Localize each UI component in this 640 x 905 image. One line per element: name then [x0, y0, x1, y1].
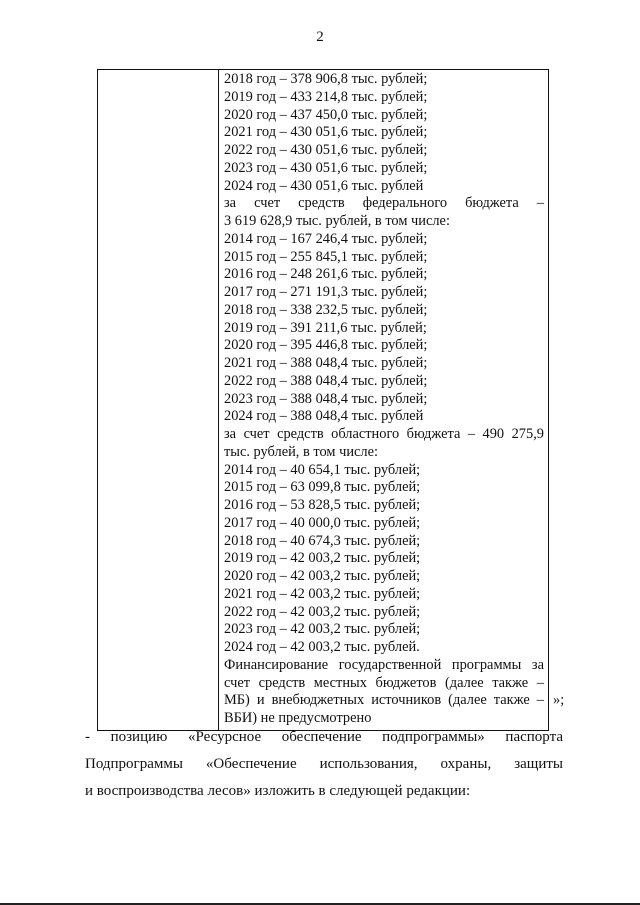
table-line: 2019 год – 42 003,2 тыс. рублей; [224, 550, 421, 567]
table-line: 2018 год – 40 674,3 тыс. рублей; [224, 532, 421, 549]
table-line: 2021 год – 388 048,4 тыс. рублей; [224, 355, 428, 371]
paragraph-line-1: - позицию «Ресурсное обеспечение подпрограммы» паспорта [85, 729, 563, 745]
table-line: МБ) и внебюджетных источников (далее также – [224, 692, 544, 709]
table-line: 2022 год – 430 051,6 тыс. рублей; [224, 142, 428, 158]
table-line: 2021 год – 42 003,2 тыс. рублей; [224, 585, 421, 602]
resource-table [97, 69, 549, 731]
table-line: 2020 год – 437 450,0 тыс. рублей; [224, 106, 428, 123]
table-line: 3 619 628,9 тыс. рублей, в том числе: [224, 213, 450, 229]
table-line: 2024 год – 42 003,2 тыс. рублей. [224, 639, 420, 655]
table-line: тыс. рублей, в том числе: [224, 443, 378, 460]
table-line: 2017 год – 271 191,3 тыс. рублей; [224, 284, 428, 300]
table-line: 2023 год – 42 003,2 тыс. рублей; [224, 621, 421, 638]
closing-quote: »; [553, 692, 565, 708]
table-line: 2014 год – 167 246,4 тыс. рублей; [224, 230, 428, 247]
table-line: 2022 год – 388 048,4 тыс. рублей; [224, 372, 428, 389]
table-line: Финансирование государственной программы за [224, 656, 544, 673]
paragraph-line-3: и воспроизводства лесов» изложить в следующей редакции: [85, 783, 471, 799]
page-number: 2 [316, 29, 324, 45]
table-line: 2016 год – 53 828,5 тыс. рублей; [224, 497, 421, 513]
table-line: 2017 год – 40 000,0 тыс. рублей; [224, 514, 421, 531]
paragraph-line-2: Подпрограммы «Обеспечение использования, охраны, защиты [85, 756, 563, 772]
table-line: 2018 год – 378 906,8 тыс. рублей; [224, 71, 428, 87]
table-line: 2024 год – 388 048,4 тыс. рублей [224, 408, 424, 425]
table-left-cell [98, 70, 219, 731]
table-line: счет средств местных бюджетов (далее также – [224, 674, 544, 691]
table-line: 2020 год – 42 003,2 тыс. рублей; [224, 568, 421, 584]
table-row [98, 70, 549, 731]
table-line: 2019 год – 433 214,8 тыс. рублей; [224, 88, 428, 105]
table-right-cell [219, 70, 549, 731]
table-line: 2020 год – 395 446,8 тыс. рублей; [224, 337, 428, 354]
table-line: 2016 год – 248 261,6 тыс. рублей; [224, 266, 428, 283]
table-line: 2018 год – 338 232,5 тыс. рублей; [224, 301, 428, 318]
table-line: за счет средств федерального бюджета – [224, 195, 544, 212]
table-line: 2021 год – 430 051,6 тыс. рублей; [224, 124, 428, 141]
table-line: 2024 год – 430 051,6 тыс. рублей [224, 177, 424, 194]
table-line: за счет средств областного бюджета – 490 275,9 [224, 426, 544, 442]
funding-lines [224, 71, 544, 728]
table-line: 2019 год – 391 211,6 тыс. рублей; [224, 319, 427, 336]
table-line: ВБИ) не предусмотрено [224, 710, 372, 726]
table-line: 2015 год – 63 099,8 тыс. рублей; [224, 479, 421, 496]
table-line: 2023 год – 388 048,4 тыс. рублей; [224, 390, 428, 407]
table-line: 2015 год – 255 845,1 тыс. рублей; [224, 248, 428, 265]
table-line: 2023 год – 430 051,6 тыс. рублей; [224, 159, 428, 176]
table-line: 2022 год – 42 003,2 тыс. рублей; [224, 603, 421, 620]
table-line: 2014 год – 40 654,1 тыс. рублей; [224, 461, 421, 478]
